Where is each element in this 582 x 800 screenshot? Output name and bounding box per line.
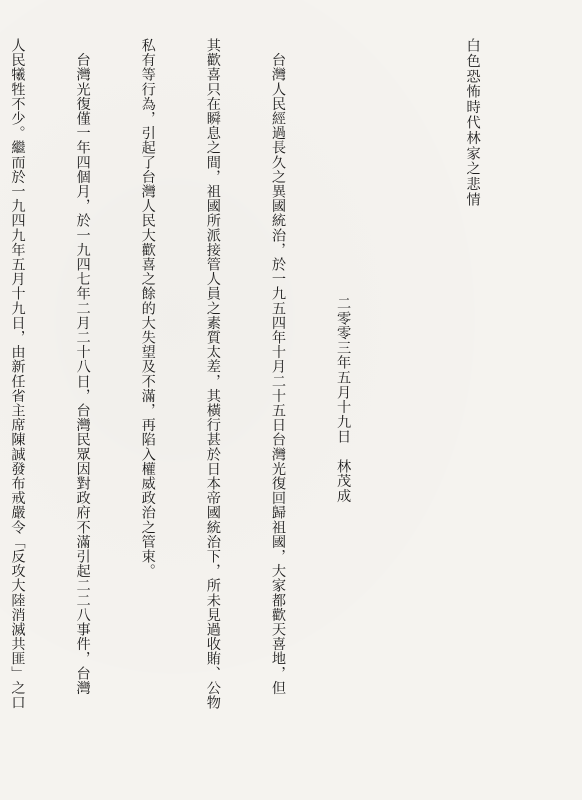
text-line: 人民犧牲不少。繼而於一九四九年五月十九日，由新任省主席陳誠發布戒嚴令「反攻大陸消滅共匪」之口 [9,38,26,710]
document-title: 白色恐怖時代林家之悲情 [464,38,481,208]
date-author-line: 二零零三年五月十九日 林茂成 [335,296,352,504]
document-body [9,38,526,764]
text-line: 台灣人民經過長久之異國統治，於一九五四年十月二十五日台灣光復回歸祖國，大家都歡天喜地，但 [269,38,286,695]
text-line: 其歡喜只在瞬息之間，祖國所派接管人員之素質太差，其橫行甚於日本帝國統治下，所未見過收賄、公物 [204,38,221,710]
blank-column [396,38,417,764]
text-line: 台灣光復僅一年四個月，於一九四七年二月二十八日，台灣民眾因對政府不滿引起二二八事件，台灣 [74,38,91,695]
text-line: 私有等行為，引起了台灣人民大歡喜之餘的大失望及不滿，再陷入權威政治之管束。 [139,38,156,579]
